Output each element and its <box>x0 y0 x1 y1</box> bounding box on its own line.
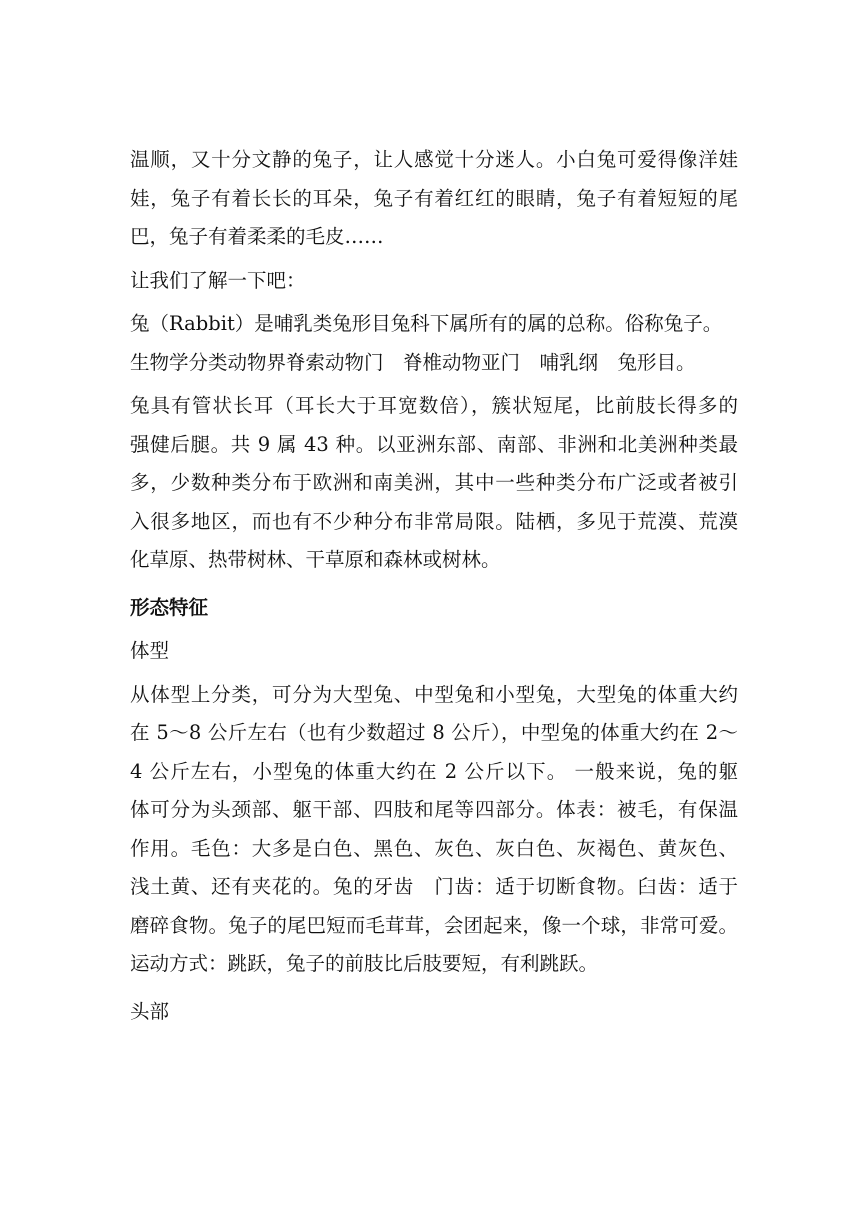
body-type-line: 体可分为头颈部、躯干部、四肢和尾等四部分。体表：被毛，有保温 <box>130 798 738 821</box>
body-type-line: 浅土黄、还有夹花的。兔的牙齿 门齿：适于切断食物。臼齿：适于 <box>130 875 738 898</box>
body-type-paragraph <box>130 676 738 984</box>
lead-in-text: 让我们了解一下吧： <box>130 268 306 292</box>
document-body <box>130 141 738 1031</box>
description-line: 化草原、热带树林、干草原和森林或树林。 <box>130 548 501 571</box>
body-type-line: 作用。毛色：大多是白色、黑色、灰色、灰白色、灰褐色、黄灰色、 <box>130 836 738 860</box>
section-heading: 形态特征 <box>130 595 209 619</box>
description-line: 兔具有管状长耳（耳长大于耳宽数倍），簇状短尾，比前肢长得多的 <box>130 394 738 417</box>
intro-line: 巴，兔子有着柔柔的毛皮…… <box>130 225 384 248</box>
description-line: 强健后腿。共 9 属 43 种。以亚洲东部、南部、非洲和北美洲种类最 <box>130 432 738 456</box>
intro-line: 娃，兔子有着长长的耳朵，兔子有着红红的眼睛，兔子有着短短的尾 <box>130 186 738 210</box>
definition-text: 兔（Rabbit）是哺乳类兔形目兔科下属所有的属的总称。俗称兔子。 <box>130 312 723 335</box>
body-type-line: 在 5～8 公斤左右（也有少数超过 8 公斤），中型兔的体重大约在 2～ <box>130 721 738 744</box>
description-line: 多，少数种类分布于欧洲和南美洲，其中一些种类分布广泛或者被引 <box>130 471 738 494</box>
subheading-head: 头部 <box>130 999 170 1023</box>
subheading-body-type: 体型 <box>130 639 170 662</box>
body-type-line: 磨碎食物。兔子的尾巴短而毛茸茸，会团起来，像一个球，非常可爱。 <box>130 913 738 937</box>
description-line: 入很多地区，而也有不少种分布非常局限。陆栖，多见于荒漠、荒漠 <box>130 509 738 533</box>
classification-text: 生物学分类动物界脊索动物门 脊椎动物亚门 哺乳纲 兔形目。 <box>130 350 696 374</box>
description-paragraph <box>130 387 738 580</box>
intro-paragraph <box>130 141 738 257</box>
body-type-line: 运动方式：跳跃，兔子的前肢比后肢要短，有利跳跃。 <box>130 952 599 975</box>
intro-line: 温顺，又十分文静的兔子，让人感觉十分迷人。小白兔可爱得像洋娃 <box>130 148 738 171</box>
body-type-line: 4 公斤左右，小型兔的体重大约在 2 公斤以下。 一般来说，兔的躯 <box>130 759 738 783</box>
body-type-line: 从体型上分类，可分为大型兔、中型兔和小型兔，大型兔的体重大约 <box>130 682 738 706</box>
